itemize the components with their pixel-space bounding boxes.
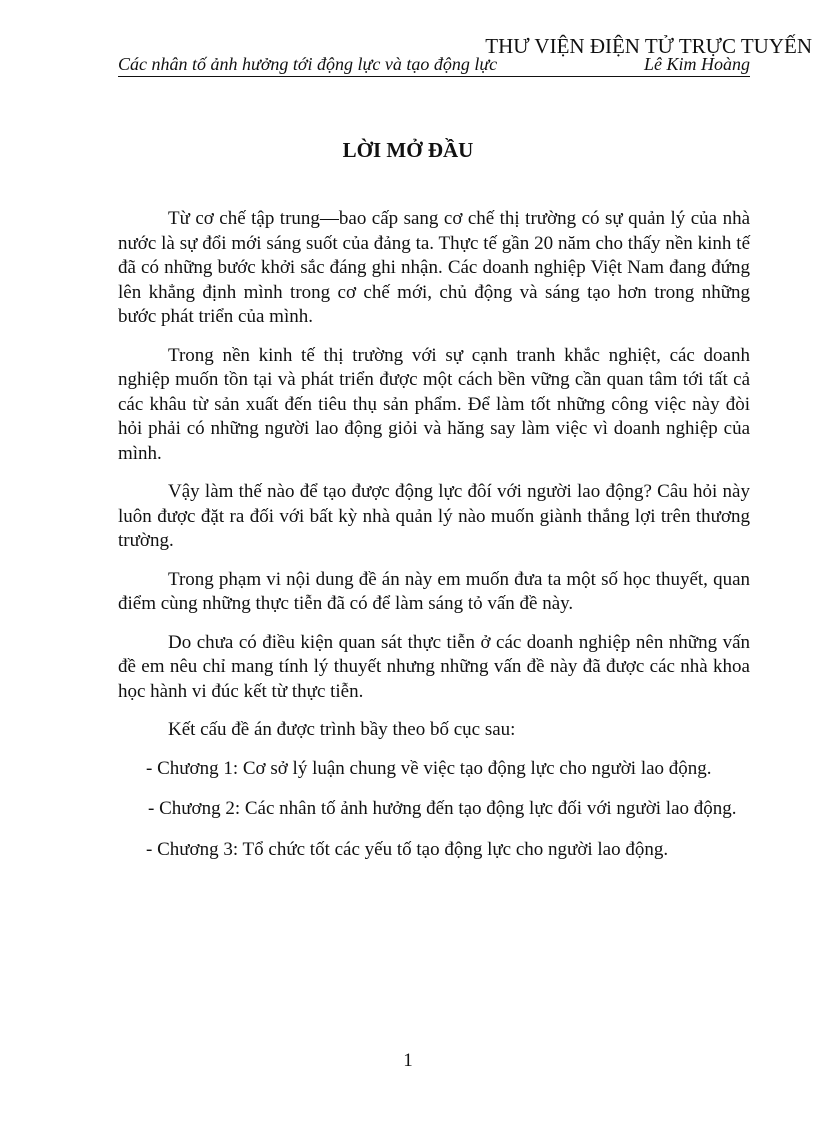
paragraph: Vậy làm thế nào để tạo được động lực đôí với người lao động? Câu hỏi này luôn được đặt ra đối với bất kỳ nhà quản lý nào muốn giành thắng lợi trên thương trường. bbox=[118, 481, 750, 551]
running-header-author: Lê Kim Hoàng bbox=[643, 54, 750, 74]
page-title: LỜI MỞ ĐẦU bbox=[342, 138, 474, 162]
paragraph: Kết cấu đề án được trình bầy theo bố cục sau: bbox=[168, 719, 516, 740]
outline-item-chapter-1: - Chương 1: Cơ sở lý luận chung về việc tạo động lực cho người lao động. bbox=[146, 757, 712, 779]
running-header-title: Các nhân tố ảnh hưởng tới động lực và tạo động lực bbox=[118, 54, 498, 74]
body-text bbox=[118, 207, 750, 878]
paragraph: Từ cơ chế tập trung—bao cấp sang cơ chế thị trường có sự quản lý của nhà nước là sự đổi mới sáng suốt của đảng ta. Thực tế gần 20 năm cho thấy nền kinh tế đã có những bước khởi sắc đáng ghi nhận. Các doanh nghiệp Việt Nam đang đứng lên khẳng định mình trong cơ chế mới, chủ động và sáng tạo hơn trong những bước phát triển của mình. bbox=[118, 208, 750, 327]
running-header bbox=[118, 54, 750, 77]
paragraph: Trong phạm vi nội dung đề án này em muốn đưa ta một số học thuyết, quan điểm cùng những thực tiễn đã có để làm sáng tỏ vấn đề này. bbox=[118, 568, 750, 614]
library-banner: THƯ VIỆN ĐIỆN TỬ TRỰC TUYẾN bbox=[485, 34, 812, 58]
outline-item-chapter-3: - Chương 3: Tổ chức tốt các yếu tố tạo động lực cho người lao động. bbox=[146, 838, 669, 860]
paragraph: Trong nền kinh tế thị trường với sự cạnh tranh khắc nghiệt, các doanh nghiệp muốn tồn tại và phát triển được một cách bền vững cần quan tâm tới tất cả các khâu từ sản xuất đến tiêu thụ sản phẩm. Để làm tốt những công việc này đòi hỏi phải có những người lao động giỏi và hăng say làm việc vì doanh nghiệp của mình. bbox=[118, 344, 750, 464]
outline-item-chapter-2: - Chương 2: Các nhân tố ảnh hưởng đến tạo động lực đối với người lao động. bbox=[148, 798, 737, 819]
page-number: 1 bbox=[403, 1050, 413, 1071]
paragraph: Do chưa có điều kiện quan sát thực tiễn ở các doanh nghiệp nên những vấn đề em nêu chỉ mang tính lý thuyết nhưng những vấn đề này đã được các nhà khoa học hành vi đúc kết từ thực tiễn. bbox=[118, 631, 750, 702]
